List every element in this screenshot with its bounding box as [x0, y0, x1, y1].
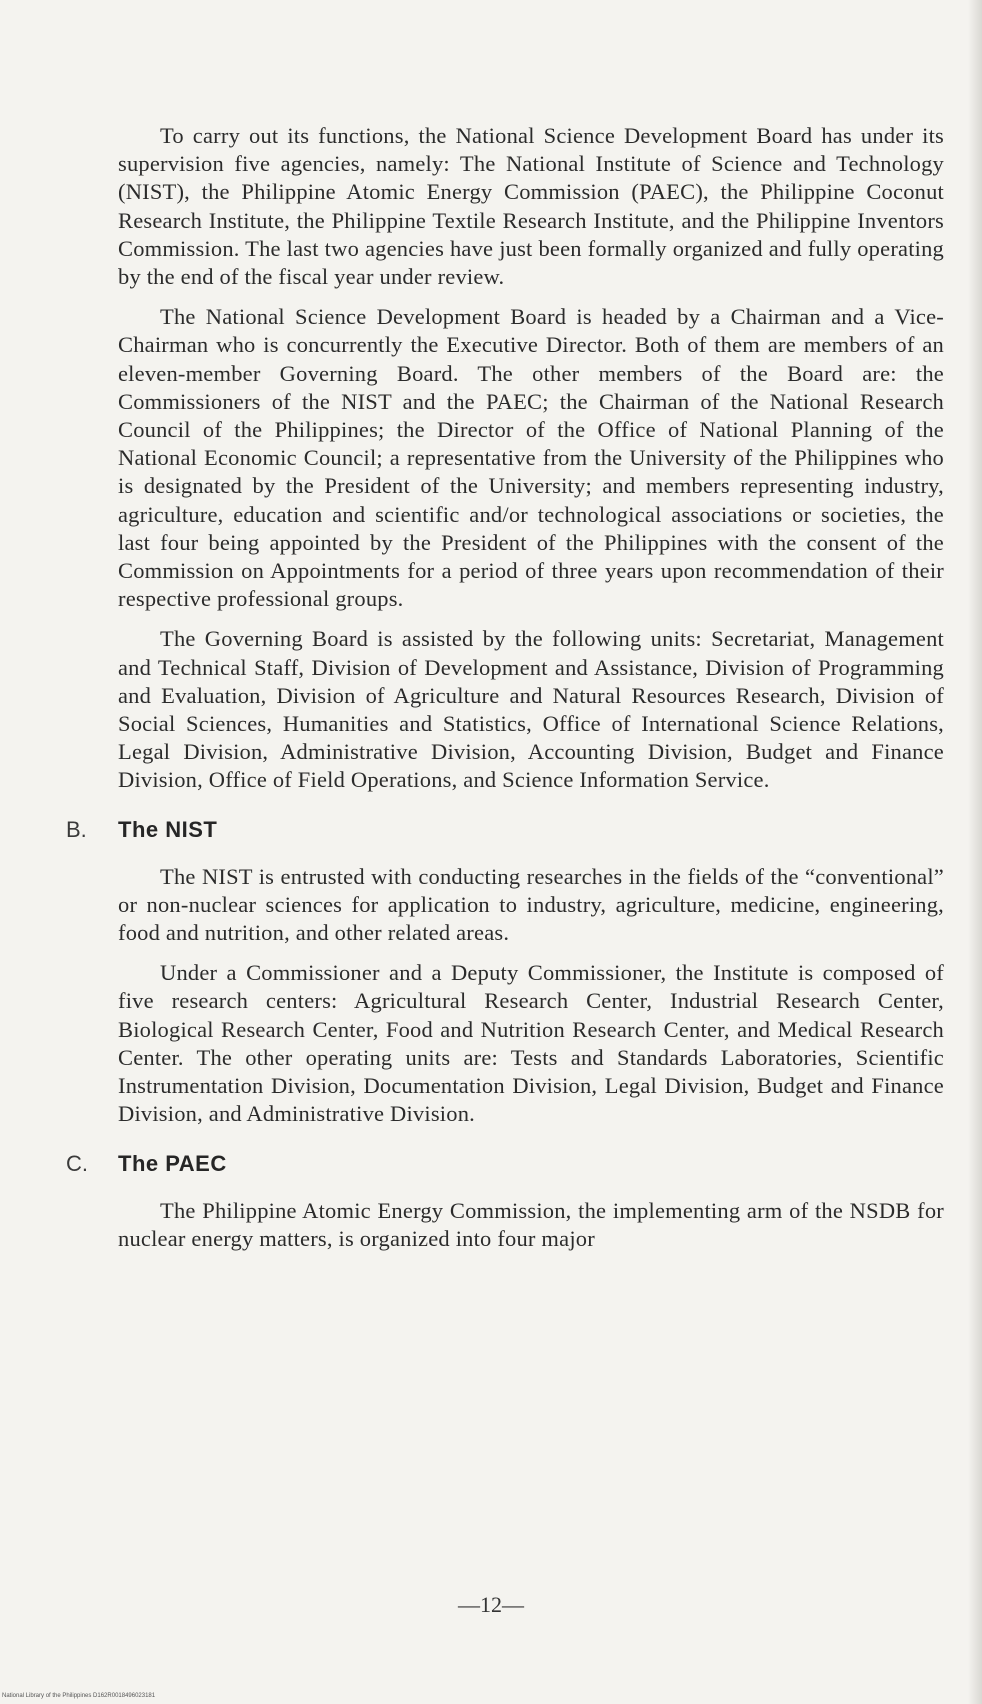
- section-title-nist: The NIST: [118, 816, 218, 842]
- document-body: [66, 122, 944, 1253]
- section-letter-b: B.: [66, 816, 87, 842]
- section-heading-paec: [66, 1150, 944, 1179]
- paragraph-nist-mandate: The NIST is entrusted with conducting researches in the fields of the “conventional” or non-nuclear sciences for application to industry, agriculture, medicine, engineering, food and nutrition, and other related areas.: [118, 863, 944, 946]
- page-edge-shadow: [968, 0, 982, 1704]
- paragraph-paec-intro: The Philippine Atomic Energy Commission, the implementing arm of the NSDB for nuclear energy matters, is organized into four major: [118, 1197, 944, 1251]
- page-number: —12—: [458, 1592, 524, 1617]
- section-letter-c: C.: [66, 1150, 88, 1176]
- paragraph-nist-structure: Under a Commissioner and a Deputy Commissioner, the Institute is composed of five research centers: Agricultural Research Center, Industrial Research Center, Biological Research Center, Food and Nutrition Research Center, and Medical Research Center. The other operating units are: Tests and Standards Laboratories, Scientific Instrumentation Division, Documentation Division, Legal Division, Budget and Finance Division, and Administrative Division.: [118, 960, 944, 1127]
- scan-footer-note: National Library of the Philippines D162R0018496023181: [2, 1693, 156, 1699]
- paragraph-governing-board-units: The Governing Board is assisted by the following units: Secretariat, Management and Technical Staff, Division of Development and Assistance, Division of Programming and Evaluation, Division of Agriculture and Natural Resources Research, Division of Social Sciences, Humanities and Statistics, Office of International Science Relations, Legal Division, Administrative Division, Accounting Division, Budget and Finance Division, Office of Field Operations, and Science Information Service.: [118, 626, 944, 793]
- section-title-paec: The PAEC: [118, 1150, 227, 1176]
- section-heading-nist: [66, 816, 944, 845]
- paragraph-nsdb-governance: The National Science Development Board is headed by a Chairman and a Vice-Chairman who is concurrently the Executive Director. Both of them are members of an eleven-member Governing Board. The other members of the Board are: the Commissioners of the NIST and the PAEC; the Chairman of the National Research Council of the Philippines; the Director of the Office of National Planning of the National Economic Council; a representative from the University of the Philippines who is designated by the President of the University; and members representing industry, agriculture, education and scientific and/or technological associations or societies, the last four being appointed by the President of the Philippines with the consent of the Commission on Appointments for a period of three years upon recommendation of their respective professional groups.: [118, 304, 944, 612]
- paragraph-nsdb-agencies: To carry out its functions, the National Science Development Board has under its supervision five agencies, namely: The National Institute of Science and Technology (NIST), the Philippine Atomic Energy Commission (PAEC), the Philippine Coconut Research Institute, the Philippine Textile Research Institute, and the Philippine Inventors Commission. The last two agencies have just been formally organized and fully operating by the end of the fiscal year under review.: [118, 123, 944, 290]
